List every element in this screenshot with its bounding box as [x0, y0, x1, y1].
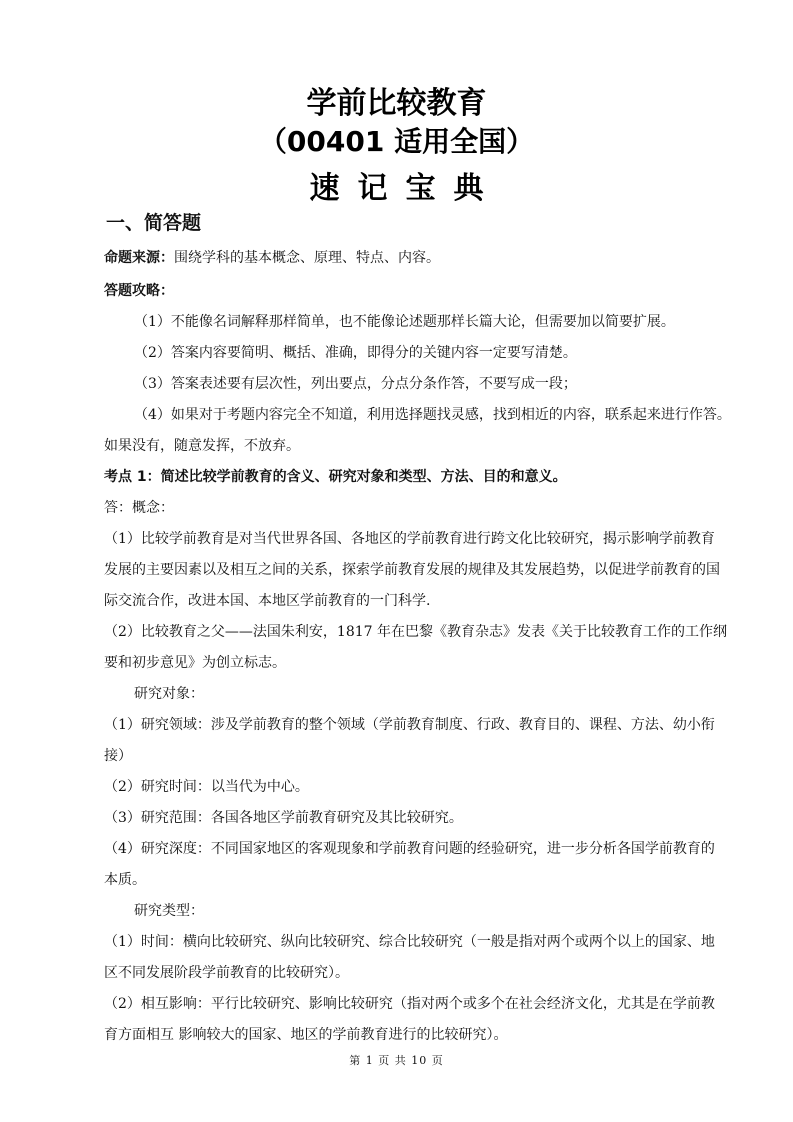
object-item: 本质。	[104, 872, 146, 888]
strategy-item: （3）答案表述要有层次性，列出要点，分点分条作答，不要写成一段；	[134, 376, 577, 392]
object-item: 接）	[104, 748, 132, 764]
type-item: （1）时间：横向比较研究、纵向比较研究、综合比较研究（一般是指对两个或两个以上的国家、地	[104, 934, 715, 950]
answer-intro: 答：概念：	[104, 500, 174, 516]
section-heading: 一、简答题	[106, 212, 202, 234]
object-item: （1）研究领域：涉及学前教育的整个领域（学前教育制度、行政、教育目的、课程、方法、幼小衔	[104, 717, 715, 733]
page-footer: 第 1 页 共 10 页	[349, 1054, 444, 1067]
document-title-tagline: 速记宝典	[309, 171, 502, 206]
type-item: （2）相互影响：平行比较研究、影响比较研究（指对两个或多个在社会经济文化，尤其是在学前教	[104, 996, 715, 1012]
document-subtitle: （00401 适用全国）	[258, 125, 535, 158]
document-title: 学前比较教育	[306, 86, 487, 121]
concept-line: 际交流合作，改进本国、本地区学前教育的一门科学.	[104, 593, 431, 609]
concept-line: （1）比较学前教育是对当代世界各国、各地区的学前教育进行跨文化比较研究，揭示影响学前教育	[104, 531, 715, 547]
concept-line: 要和初步意见》为创立标志。	[104, 655, 286, 671]
strategy-item: （1）不能像名词解释那样简单，也不能像论述题那样长篇大论，但需要加以简要扩展。	[134, 314, 675, 330]
objects-label: 研究对象：	[134, 686, 204, 702]
source-paragraph	[104, 248, 724, 268]
point-heading: 考点 1：简述比较学前教育的含义、研究对象和类型、方法、目的和意义。	[104, 469, 567, 485]
strategy-item-continuation: 如果没有，随意发挥，不放弃。	[104, 438, 300, 454]
type-item: 区不同发展阶段学前教育的比较研究）。	[104, 965, 349, 981]
concept-line: （2）比较教育之父——法国朱利安，1817 年在巴黎《教育杂志》发表《关于比较教育工作的工作纲	[104, 624, 727, 640]
source-label: 命题来源：	[104, 250, 174, 266]
concept-line: 发展的主要因素以及相互之间的关系，探索学前教育发展的规律及其发展趋势，以促进学前教育的国	[104, 562, 720, 578]
types-label: 研究类型：	[134, 903, 204, 919]
object-item: （2）研究时间：以当代为中心。	[104, 779, 309, 795]
strategy-item: （2）答案内容要简明、概括、准确，即得分的关键内容一定要写清楚。	[134, 345, 577, 361]
object-item: （3）研究范围：各国各地区学前教育研究及其比较研究。	[104, 810, 463, 826]
type-item: 育方面相互 影响较大的国家、地区的学前教育进行的比较研究）。	[104, 1027, 508, 1043]
source-text: 围绕学科的基本概念、原理、特点、内容。	[174, 250, 440, 266]
strategy-item: （4）如果对于考题内容完全不知道，利用选择题找灵感，找到相近的内容，联系起来进行作答。	[134, 407, 731, 423]
object-item: （4）研究深度：不同国家地区的客观现象和学前教育问题的经验研究，进一步分析各国学前教育的	[104, 841, 715, 857]
strategy-label: 答题攻略：	[104, 283, 174, 299]
